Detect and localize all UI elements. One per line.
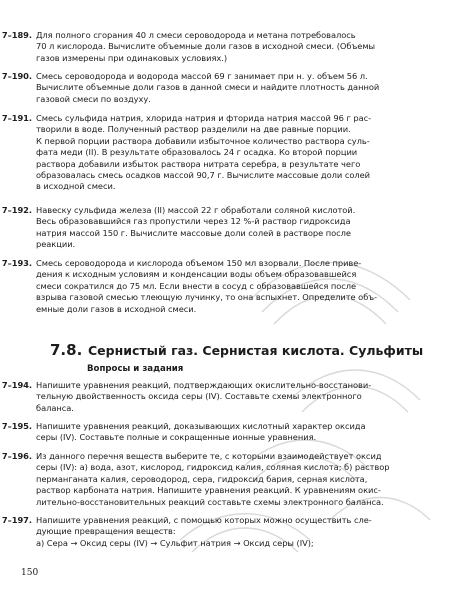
problem-7-195 bbox=[1, 421, 423, 444]
problem-line: Смесь сероводорода и кислорода объемом 150 мл взорвали. После приве- bbox=[36, 258, 362, 268]
problem-number: 7–197. bbox=[1, 515, 32, 525]
problem-line: тельную двойственность оксида серы (IV). Составьте схемы электронного bbox=[36, 391, 362, 402]
problem-7-191 bbox=[1, 113, 423, 193]
problem-line: Напишите уравнения реакций, подтверждающих окислительно-восстанови- bbox=[36, 380, 372, 390]
problem-7-194 bbox=[1, 380, 423, 414]
problem-line: Смесь сульфида натрия, хлорида натрия и фторида натрия массой 96 г рас- bbox=[36, 113, 372, 123]
page-number: 150 bbox=[21, 568, 39, 578]
problem-line: газов измерены при одинаковых условиях.) bbox=[36, 52, 228, 63]
problem-line: раствор карбоната натрия. Напишите уравнения реакций. К уравнениям окис- bbox=[36, 485, 381, 496]
problem-7-192 bbox=[1, 205, 423, 251]
problem-number: 7–195. bbox=[1, 421, 32, 431]
problem-7-197 bbox=[1, 515, 423, 549]
problem-line: в исходной смеси. bbox=[36, 181, 116, 192]
problem-line: раствора добавили избыток раствора нитрата серебра, в результате чего bbox=[36, 158, 361, 169]
problem-line: дения к исходным условиям и конденсации воды объем образовавшейся bbox=[36, 269, 357, 280]
problem-line: серы (IV): а) вода, азот, кислород, гидроксид калия, соляная кислота; б) раствор bbox=[36, 462, 390, 473]
section-heading bbox=[50, 341, 423, 359]
problem-number: 7–194. bbox=[1, 380, 32, 390]
problem-line: газовой смеси по воздуху. bbox=[36, 93, 151, 104]
problem-line: Напишите уравнения реакций, доказывающих кислотный характер оксида bbox=[36, 421, 366, 431]
problem-line: Из данного перечня веществ выберите те, с которыми взаимодействует оксид bbox=[36, 451, 382, 461]
problem-7-193 bbox=[1, 258, 423, 315]
problem-7-196 bbox=[1, 451, 423, 508]
problem-line: Вычислите объемные доли газов в данной смеси и найдите плотность данной bbox=[36, 82, 380, 93]
section-number: 7.8. bbox=[50, 341, 83, 359]
problem-number: 7–189. bbox=[1, 30, 32, 40]
problem-number: 7–191. bbox=[1, 113, 32, 123]
problem-line: а) Сера → Оксид серы (IV) → Сульфит натрия → Оксид серы (IV); bbox=[36, 537, 314, 548]
problem-line: перманганата калия, сероводород, сера, гидроксид бария, серная кислота, bbox=[36, 473, 368, 484]
problem-line: Навеску сульфида железа (II) массой 22 г обработали соляной кислотой. bbox=[36, 205, 356, 215]
problem-line: Для полного сгорания 40 л смеси сероводорода и метана потребовалось bbox=[36, 30, 356, 40]
problem-number: 7–196. bbox=[1, 451, 32, 461]
problem-line: Весь образовавшийся газ пропустили через 12 %-й раствор гидроксида bbox=[36, 216, 351, 227]
problem-line: емные доли газов в исходной смеси. bbox=[36, 303, 197, 314]
problem-line: серы (IV). Составьте полные и сокращенные ионные уравнения. bbox=[36, 432, 317, 443]
problem-line: баланса. bbox=[36, 402, 74, 413]
section-subtitle: Вопросы и задания bbox=[87, 364, 184, 374]
problem-line: лительно-восстановительных реакций составьте схемы электронного баланса. bbox=[36, 496, 384, 507]
problem-number: 7–192. bbox=[1, 205, 32, 215]
problem-line: взрыва газовой смесью тлеющую лучинку, то она вспыхнет. Определите объ- bbox=[36, 292, 378, 303]
problem-number: 7–190. bbox=[1, 71, 32, 81]
problem-line: фата меди (II). В результате образовалось 24 г осадка. Ко второй порции bbox=[36, 147, 358, 158]
problem-line: смеси сократился до 75 мл. Если внести в сосуд с образовавшейся после bbox=[36, 280, 357, 291]
problem-line: реакции. bbox=[36, 239, 76, 250]
problem-line: творили в воде. Полученный раствор разделили на две равные порции. bbox=[36, 124, 351, 135]
section-title: Сернистый газ. Сернистая кислота. Сульфиты bbox=[88, 343, 424, 358]
problem-7-189 bbox=[1, 30, 423, 64]
problem-7-190 bbox=[1, 71, 423, 105]
problem-line: К первой порции раствора добавили избыточное количество раствора суль- bbox=[36, 135, 370, 146]
problem-line: 70 л кислорода. Вычислите объемные доли газов в исходной смеси. (Объемы bbox=[36, 41, 376, 52]
problem-line: натрия массой 150 г. Вычислите массовые доли солей в растворе после bbox=[36, 227, 351, 238]
problem-line: образовалась смесь осадков массой 90,7 г. Вычислите массовые доли солей bbox=[36, 170, 371, 181]
problem-line: дующие превращения веществ: bbox=[36, 526, 176, 537]
problem-line: Смесь сероводорода и водорода массой 69 г занимает при н. у. объем 56 л. bbox=[36, 71, 368, 81]
problem-line: Напишите уравнения реакций, с помощью которых можно осуществить сле- bbox=[36, 515, 372, 525]
problem-number: 7–193. bbox=[1, 258, 32, 268]
